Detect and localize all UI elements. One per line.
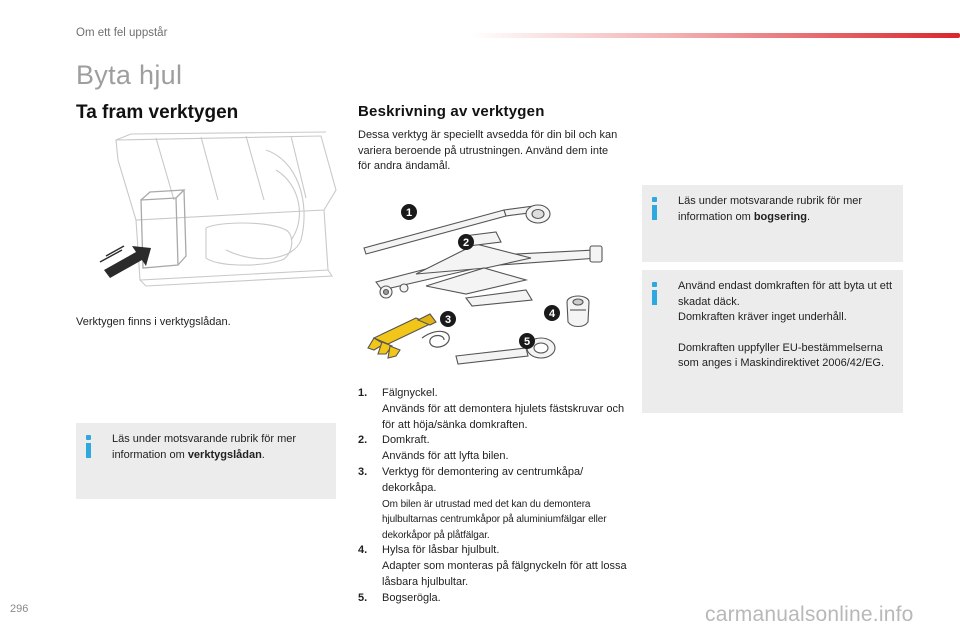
info-icon — [652, 197, 660, 221]
chapter-title: Om ett fel uppstår — [76, 27, 168, 39]
toolbox-caption: Verktygen finns i verktygslådan. — [76, 316, 231, 328]
page-number: 296 — [10, 603, 29, 615]
jack-compliance-note: Domkraften uppfyller EU-bestämmelserna som anges i Maskindirektivet 2006/42/EG. — [678, 341, 885, 370]
watermark: carmanualsonline.info — [705, 603, 914, 626]
info-text: Läs under motsvarande rubrik för mer information om — [678, 195, 863, 223]
info-term-toolbox: verktygslådan — [187, 448, 262, 461]
svg-text:5: 5 — [523, 336, 531, 348]
info-term-towing: bogsering — [753, 210, 807, 223]
list-item: 5. Bogserögla. — [358, 591, 441, 604]
list-item: 4. Hylsa för låsbar hjulbult. Adapter som monteras på fälgnyckeln för att lossa låsbara hjulbultar. — [358, 544, 627, 588]
info-box-jack — [642, 270, 903, 413]
list-item: 1. Fälgnyckel. Används för att demontera hjulets fästskruvar och för att höja/sänka domkraften. — [358, 387, 625, 431]
jack-usage-note: Använd endast domkraften för att byta ut ett skadat däck. — [678, 280, 893, 308]
list-item: 3. Verktyg för demontering av centrumkåpa/ dekorkåpa. Om bilen är utrustad med det kan du demontera hjulbultarnas centrumkåpor på aluminiumfälgar eller dekorkåpor på plåtfälgar. — [358, 465, 607, 541]
svg-text:1: 1 — [405, 207, 413, 219]
header-accent-line — [470, 33, 960, 38]
jack-maintenance-note: Domkraften kräver inget underhåll. — [678, 311, 847, 324]
svg-text:4: 4 — [548, 308, 556, 320]
info-text: Läs under motsvarande rubrik för mer information om — [112, 433, 297, 461]
info-icon — [86, 435, 94, 459]
svg-text:3: 3 — [444, 314, 452, 326]
tools-intro-text: Dessa verktyg är speciellt avsedda för din bil och kan variera beroende på utrustningen. Använd dem inte för andra ändamål. — [358, 129, 618, 173]
section-heading-tools: Ta fram verktygen — [76, 102, 239, 123]
section-heading-tool-description: Beskrivning av verktygen — [358, 103, 545, 120]
info-box-towing: Läs under motsvarande rubrik för mer information om bogsering. — [642, 185, 903, 262]
info-box-toolbox: Läs under motsvarande rubrik för mer information om verktygslådan. — [76, 423, 336, 499]
svg-text:2: 2 — [462, 237, 470, 249]
page-title: Byta hjul — [76, 60, 183, 90]
list-item: 2. Domkraft. Används för att lyfta bilen. — [358, 434, 509, 463]
tools-list — [358, 386, 628, 607]
info-icon — [652, 282, 660, 306]
toolbox-illustration — [96, 130, 346, 290]
tools-illustration — [356, 198, 616, 368]
